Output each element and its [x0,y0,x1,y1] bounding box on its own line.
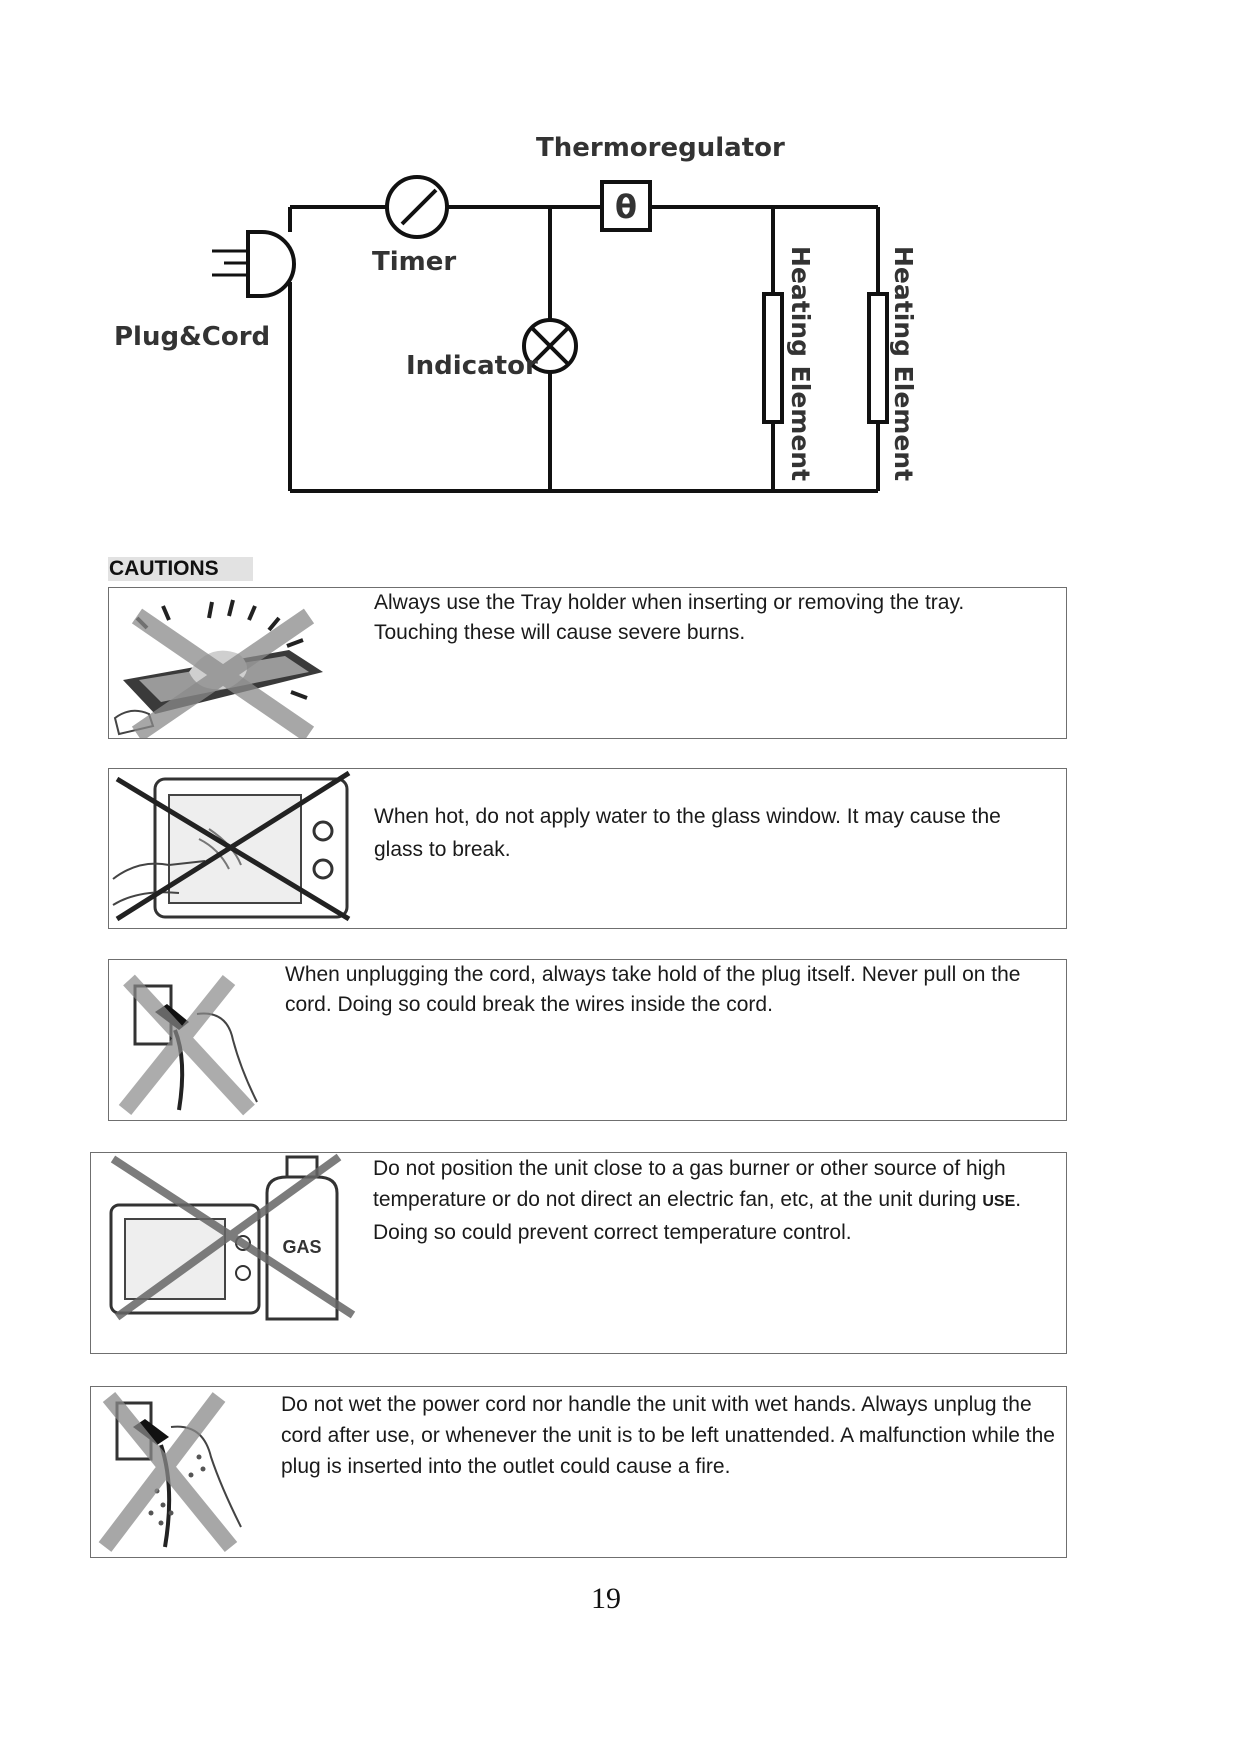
caution-text-1: Always use the Tray holder when inserting or removing the tray. Touching these will cause severe burns. [374,591,965,644]
hot-tray-warning-icon [109,588,354,738]
caution-text-2: When hot, do not apply water to the glass window. It may cause the glass to break. [374,805,1001,861]
caution-text-4 [373,1153,1053,1248]
caution-text-3: When unplugging the cord, always take hold of the plug itself. Never pull on the cord. Doing so could break the wires inside the cord. [285,963,1021,1016]
thermoregulator-label: Thermoregulator [536,133,785,163]
caution-box-5 [90,1386,1067,1558]
plug-icon [212,232,294,296]
heating-element-2-label: Heating Element [889,246,918,482]
circuit-diagram [100,120,960,520]
plug-cord-label: Plug&Cord [114,322,271,352]
heating-element-1-symbol [764,294,782,422]
caution-box-2 [108,768,1067,929]
theta-symbol: θ [615,188,637,226]
caution-text-4-emphasis: USE [982,1193,1016,1210]
heating-element-2-symbol [869,294,887,422]
wet-hands-warning-icon [91,1387,271,1557]
caution-text-4-end: . Doing so could prevent correct temperature control. [373,1188,1022,1244]
caution-text-4-main: Do not position the unit close to a gas burner or other source of high temperature or do not direct an electric fan, etc, at the unit during [373,1157,1006,1211]
caution-box-1 [108,587,1067,739]
gas-label: GAS [282,1237,322,1257]
heating-element-1-label: Heating Element [786,246,815,482]
caution-box-3 [108,959,1067,1121]
unplug-cord-warning-icon [109,960,279,1120]
thermoregulator-symbol [602,182,650,230]
oven-water-warning-icon [109,769,359,928]
caution-text-5: Do not wet the power cord nor handle the unit with wet hands. Always unplug the cord after use, or whenever the unit is to be left unattended. A malfunction while the plug is inserted into the outlet could cause a fire. [281,1393,1055,1478]
timer-symbol [387,177,447,237]
cautions-heading: CAUTIONS [108,557,253,581]
caution-box-4 [90,1152,1067,1354]
gas-burner-warning-icon [91,1153,361,1353]
page-number: 19 [591,1582,621,1615]
timer-label: Timer [372,247,457,277]
indicator-label: Indicator [406,351,538,381]
